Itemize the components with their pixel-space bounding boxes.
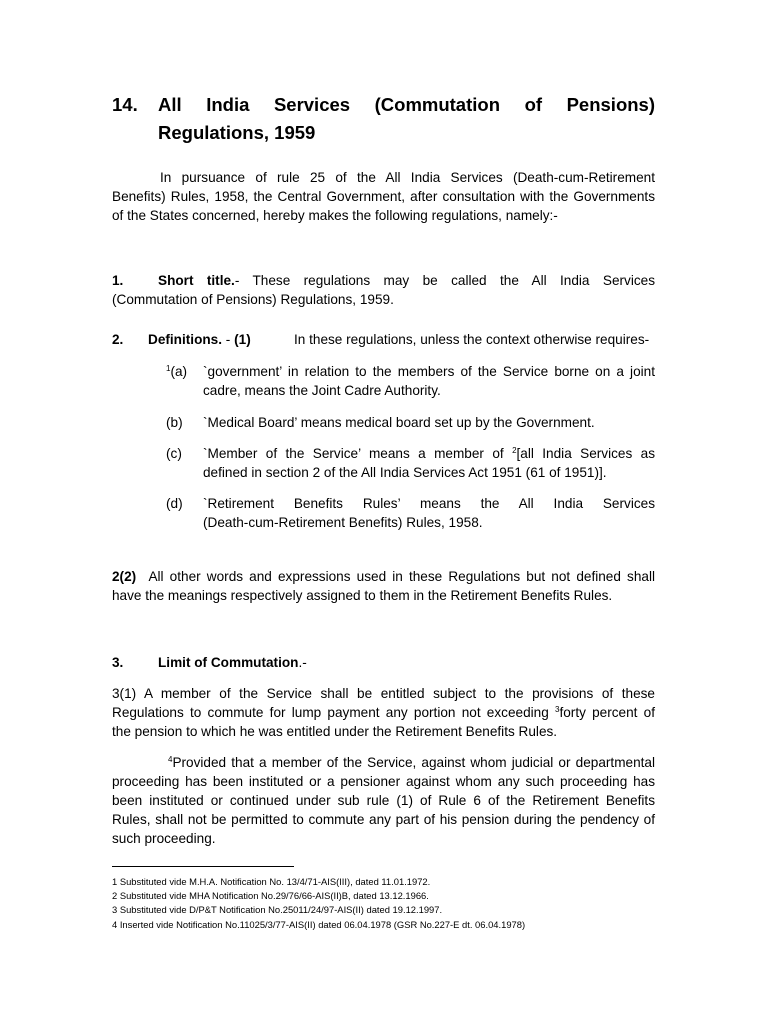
footnote-ref-3: 3: [555, 705, 560, 714]
footnote-ref-4: 4: [168, 755, 173, 764]
section-2-dash: -: [222, 332, 235, 347]
proviso-line-5: such proceeding.: [112, 831, 216, 846]
definition-item-d: [166, 494, 655, 532]
title-line-1: All India Services (Commutation of Pensions): [158, 94, 655, 115]
intro-line-1: In pursuance of rule 25 of the All India Services (Death-cum-Retirement: [160, 170, 655, 185]
section-1-number: 1.: [112, 273, 124, 288]
section-1-heading: Short title.: [158, 273, 235, 288]
footnote-ref-2: 2: [512, 446, 517, 455]
footnote-3: 3 Substituted vide D/P&T Notification No.25011/24/97-AIS(II) dated 19.12.1997.: [112, 904, 443, 915]
item-a-line-1: `government’ in relation to the members of the Service borne on a joint: [203, 364, 655, 379]
section-3-1-line-3: the pension to which he was entitled under the Retirement Benefits Rules.: [112, 724, 558, 739]
section-2-2: [112, 567, 655, 605]
section-3-tail: .-: [298, 655, 307, 670]
section-3-heading: Limit of Commutation: [158, 655, 299, 670]
proviso-line-4: Rules, shall not be permitted to commute any part of his pension during the pendency of: [112, 812, 655, 827]
section-3-number: 3.: [112, 655, 124, 670]
item-d-line-2: (Death-cum-Retirement Benefits) Rules, 1958.: [203, 515, 483, 530]
footnote-divider: [112, 866, 294, 867]
section-2-text: In these regulations, unless the context otherwise requires-: [294, 332, 650, 347]
intro-paragraph: [112, 168, 655, 225]
section-2-2-line-2: have the meanings respectively assigned to them in the Retirement Benefits Rules.: [112, 588, 613, 603]
section-3-1: [112, 684, 655, 741]
item-c-line-1: `Member of the Service’ means a member of $^2$[all India Services as: [203, 446, 655, 461]
intro-line-2: Benefits) Rules, 1958, the Central Government, after consultation with the Governments: [112, 189, 655, 204]
footnote-ref-1: 1: [166, 364, 171, 373]
item-c-line-2: defined in section 2 of the All India Services Act 1951 (61 of 1951)].: [203, 465, 607, 480]
footnote-1: 1 Substituted vide M.H.A. Notification No. 13/4/71-AIS(III), dated 11.01.1972.: [112, 876, 431, 887]
section-3-heading-row: [112, 653, 655, 672]
definition-item-b: [166, 413, 655, 432]
section-1-text: - These regulations may be called the All India Services: [234, 273, 656, 288]
section-1: [112, 271, 655, 309]
item-a-line-2: cadre, means the Joint Cadre Authority.: [203, 383, 441, 398]
item-a-label: $^1$(a): [166, 364, 188, 379]
section-1-line-1: [158, 271, 655, 290]
section-2-sub: (1): [234, 332, 251, 347]
section-2-heading-row: [112, 330, 655, 349]
definition-item-c: [166, 444, 655, 482]
item-c-label: (c): [166, 446, 182, 461]
proviso-line-3: been instituted or continued under sub rule (1) of Rule 6 of the Retirement Benefits: [112, 793, 655, 808]
title-line-2: Regulations, 1959: [158, 122, 316, 143]
section-2-2-line-1: 2(2) All other words and expressions used in these Regulations but not defined shall: [112, 569, 656, 584]
definition-item-a: [166, 362, 655, 400]
proviso-paragraph: [112, 753, 655, 848]
item-b-label: (b): [166, 415, 183, 430]
section-3-1-line-1: 3(1) A member of the Service shall be entitled subject to the provisions of these: [112, 686, 655, 701]
footnote-4: 4 Inserted vide Notification No.11025/3/77-AIS(II) dated 06.04.1978 (GSR No.227-E dt. 06.04.1978): [112, 919, 526, 930]
item-b-line-1: `Medical Board’ means medical board set up by the Government.: [203, 415, 595, 430]
item-d-line-1: `Retirement Benefits Rules’ means the All India Services: [203, 496, 655, 511]
item-d-label: (d): [166, 496, 183, 511]
footnote-2: 2 Substituted vide MHA Notification No.29/76/66-AIS(II)B, dated 13.12.1966.: [112, 890, 429, 901]
section-1-line-2: (Commutation of Pensions) Regulations, 1959.: [112, 292, 394, 307]
section-2-number: 2.: [112, 332, 124, 347]
proviso-line-1: $^4$Provided that a member of the Service, against whom judicial or departmental: [168, 755, 655, 770]
proviso-line-2: proceeding has been instituted or a pensioner against whom any such proceeding has: [112, 774, 655, 789]
section-2-heading: Definitions.: [148, 332, 223, 347]
intro-line-3: of the States concerned, hereby makes the following regulations, namely:-: [112, 208, 558, 223]
section-3-1-line-2: Regulations to commute for lump payment any portion not exceeding $^3$forty percent of: [112, 705, 655, 720]
section-2-2-label: 2(2): [112, 569, 137, 584]
title-number: 14.: [112, 94, 138, 115]
